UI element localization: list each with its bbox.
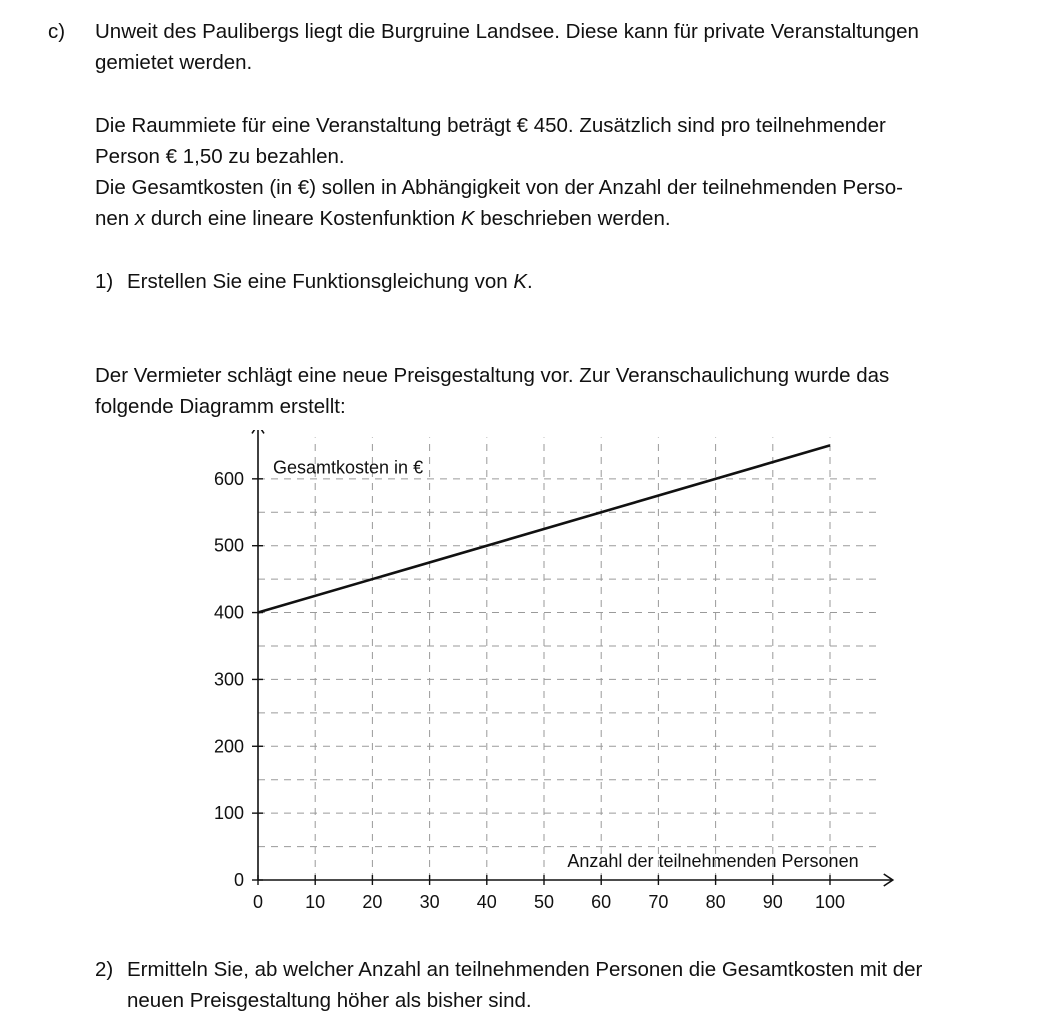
question-2-line-1: Ermitteln Sie, ab welcher Anzahl an teilnehmenden Personen die Gesamtkosten mit der <box>127 958 923 981</box>
question-1-variable: K <box>513 270 528 293</box>
intro-paragraph <box>95 16 1005 78</box>
x-tick-label: 60 <box>591 892 612 912</box>
cost-line-4-mid: durch eine lineare Kostenfunktion <box>145 207 461 230</box>
intro-line-2: gemietet werden. <box>95 51 253 74</box>
chart-axes <box>252 430 893 886</box>
question-2-number: 2) <box>95 958 114 981</box>
x-tick-label: 0 <box>252 892 264 912</box>
chart-ticks <box>252 479 830 885</box>
y-tick-label: 100 <box>213 803 244 824</box>
y-tick-label: 200 <box>213 736 244 757</box>
y-tick-label: 300 <box>213 669 244 690</box>
variable-K: K <box>460 207 475 230</box>
cost-chart <box>0 430 1040 950</box>
task-label: c) <box>48 20 66 43</box>
question-1-number: 1) <box>95 270 114 293</box>
x-tick-label: 20 <box>362 892 383 912</box>
y-tick-label: 400 <box>213 602 244 623</box>
x-tick-label: 90 <box>762 892 783 912</box>
cost-paragraph <box>95 110 1005 234</box>
question-2-line-2: neuen Preisgestaltung höher als bisher sind. <box>127 989 532 1012</box>
intro-line-1: Unweit des Paulibergs liegt die Burgruine Landsee. Diese kann für private Veranstaltungen <box>95 20 919 43</box>
question-2-text <box>127 954 1007 1016</box>
new-price-line-1: Der Vermieter schlägt eine neue Preisgestaltung vor. Zur Veranschaulichung wurde das <box>95 364 890 387</box>
cost-line-1: Die Raummiete für eine Veranstaltung beträgt € 450. Zusätzlich sind pro teilnehmender <box>95 114 886 137</box>
y-axis-title: Gesamtkosten in € <box>273 457 424 478</box>
new-price-paragraph <box>95 360 1005 422</box>
variable-x: x <box>134 207 146 230</box>
cost-line-4-post: beschrieben werden. <box>474 207 671 230</box>
x-tick-label: 70 <box>648 892 669 912</box>
x-tick-label: 100 <box>814 892 846 912</box>
y-tick-label: 600 <box>213 468 244 489</box>
x-tick-label: 80 <box>705 892 726 912</box>
y-tick-label: 0 <box>233 870 244 890</box>
x-tick-label: 30 <box>419 892 440 912</box>
cost-line-4-pre: nen <box>95 207 135 230</box>
cost-line-3: Die Gesamtkosten (in €) sollen in Abhängigkeit von der Anzahl der teilnehmenden Perso- <box>95 176 903 199</box>
chart-grid <box>258 437 882 880</box>
chart-labels <box>214 457 859 912</box>
new-price-line-2: folgende Diagramm erstellt: <box>95 395 346 418</box>
x-tick-label: 40 <box>476 892 497 912</box>
question-1-pre: Erstellen Sie eine Funktionsgleichung von <box>127 270 514 293</box>
question-1-text <box>127 266 1007 297</box>
cost-line-2: Person € 1,50 zu bezahlen. <box>95 145 345 168</box>
x-tick-label: 50 <box>533 892 555 912</box>
x-axis-title: Anzahl der teilnehmenden Personen <box>567 851 859 871</box>
question-1-post: . <box>527 270 533 293</box>
y-tick-label: 500 <box>213 535 244 556</box>
x-tick-label: 10 <box>305 892 326 912</box>
